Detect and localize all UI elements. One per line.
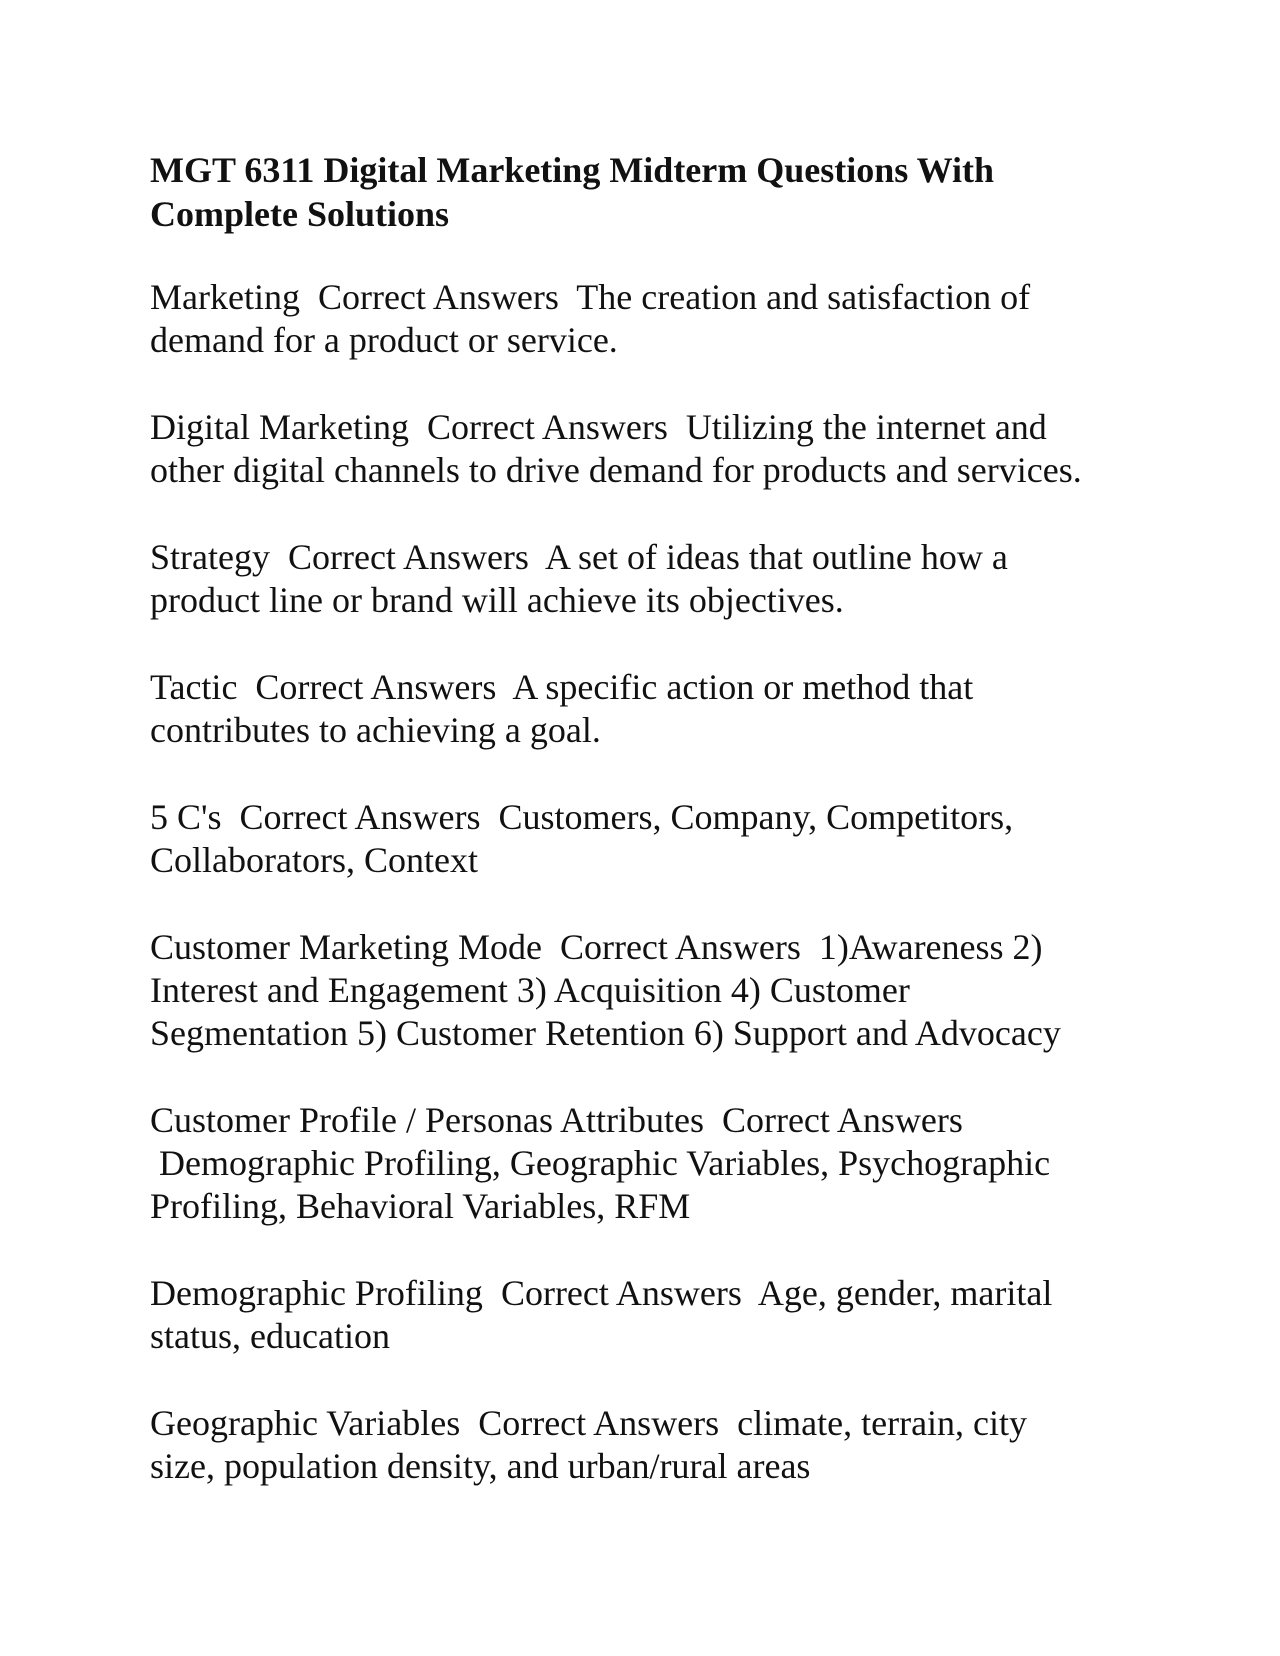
title-line-2: Complete Solutions: [150, 194, 450, 234]
document-content: [150, 148, 1160, 1532]
entry-label: Correct Answers: [559, 927, 801, 967]
qa-entry-demographic-profiling: [150, 1272, 1160, 1358]
qa-entry-tactic: [150, 666, 1160, 752]
entry-label: Correct Answers: [478, 1403, 720, 1443]
entry-answer-continuation: status, education: [150, 1316, 390, 1356]
entry-label: Correct Answers: [317, 277, 559, 317]
entry-answer-continuation: other digital channels to drive demand for products and services.: [150, 450, 1082, 490]
entry-answer-continuation: Profiling, Behavioral Variables, RFM: [150, 1186, 691, 1226]
entry-term: Strategy: [150, 537, 270, 577]
qa-entry-customer-marketing-mode: [150, 926, 1160, 1055]
entry-term: Customer Marketing Mode: [150, 927, 542, 967]
entry-label: Correct Answers: [239, 797, 481, 837]
entry-label: Correct Answers: [287, 537, 529, 577]
entry-answer-continuation: Segmentation 5) Customer Retention 6) Support and Advocacy: [150, 1013, 1061, 1053]
qa-entry-geographic-variables: [150, 1402, 1160, 1488]
qa-entry-marketing: [150, 276, 1160, 362]
entry-term: Tactic: [150, 667, 238, 707]
qa-entry-customer-profile-personas: [150, 1099, 1160, 1228]
entry-label: Correct Answers: [426, 407, 668, 447]
entry-label: Correct Answers: [500, 1273, 742, 1313]
entry-answer-continuation: Interest and Engagement 3) Acquisition 4) Customer: [150, 970, 910, 1010]
entry-answer: Utilizing the internet and: [685, 407, 1047, 447]
qa-entry-strategy: [150, 536, 1160, 622]
entry-term: Marketing: [150, 277, 300, 317]
entry-answer: 1)Awareness 2): [818, 927, 1043, 967]
entry-answer-continuation: Collaborators, Context: [150, 840, 478, 880]
entry-answer: Age, gender, marital: [757, 1273, 1053, 1313]
entry-label: Correct Answers: [721, 1100, 963, 1140]
entry-answer: climate, terrain, city: [737, 1403, 1028, 1443]
entry-answer: A specific action or method that: [512, 667, 974, 707]
entry-term: Geographic Variables: [150, 1403, 461, 1443]
entry-answer-continuation: product line or brand will achieve its objectives.: [150, 580, 844, 620]
document-title: [150, 148, 1160, 236]
entry-answer-continuation: size, population density, and urban/rural areas: [150, 1446, 811, 1486]
entry-answer-continuation: Demographic Profiling, Geographic Variables, Psychographic: [150, 1143, 1051, 1183]
entry-term: Digital Marketing: [150, 407, 409, 447]
entry-term: Customer Profile / Personas Attributes: [150, 1100, 704, 1140]
title-line-1: MGT 6311 Digital Marketing Midterm Questions With: [150, 150, 994, 190]
entry-answer: The creation and satisfaction of: [576, 277, 1031, 317]
entry-answer-continuation: contributes to achieving a goal.: [150, 710, 601, 750]
qa-entry-5-cs: [150, 796, 1160, 882]
entry-term: Demographic Profiling: [150, 1273, 483, 1313]
entry-term: 5 C's: [150, 797, 222, 837]
entry-label: Correct Answers: [255, 667, 497, 707]
entry-answer: A set of ideas that outline how a: [544, 537, 1008, 577]
entry-answer-continuation: demand for a product or service.: [150, 320, 618, 360]
qa-entry-digital-marketing: [150, 406, 1160, 492]
entry-answer: Customers, Company, Competitors,: [498, 797, 1014, 837]
